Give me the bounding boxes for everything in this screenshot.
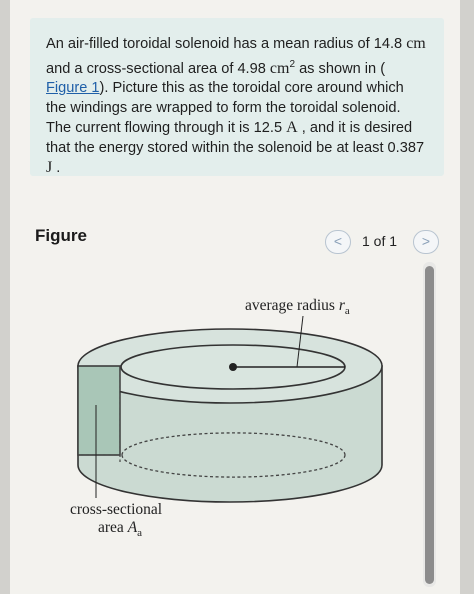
cross-sectional-area-label-line1: cross-sectional [70,501,163,518]
figure-pager: 1 of 1 [362,233,398,249]
cross-section-face [78,366,120,455]
unit-ampere: A [286,119,298,137]
unit-cm2: cm [269,59,290,77]
average-radius-label: average radius $r_a$ [245,297,350,317]
cross-sectional-area-label-line2: area $A_a$ [98,519,143,539]
unit-cm: cm [406,35,426,52]
figure-heading: Figure [35,226,87,245]
figure-1-link[interactable]: Figure 1 [46,80,100,97]
problem-statement: An air-filled toroidal solenoid has a mean radius of 14.8 cm and a cross-sectional area of 4.98 $cm^2$ as shown in ( Figure 1). Picture this as the toroidal core around which the windings are wrapped to form the toroidal solenoid. The current flowing through it is 12.5 A , and it is desired that the energy stored within the solenoid be at least 0.387 J . [46,35,426,177]
chevron-left-icon: < [333,233,343,249]
unit-joule: J [46,159,53,177]
chevron-right-icon: > [421,233,431,249]
